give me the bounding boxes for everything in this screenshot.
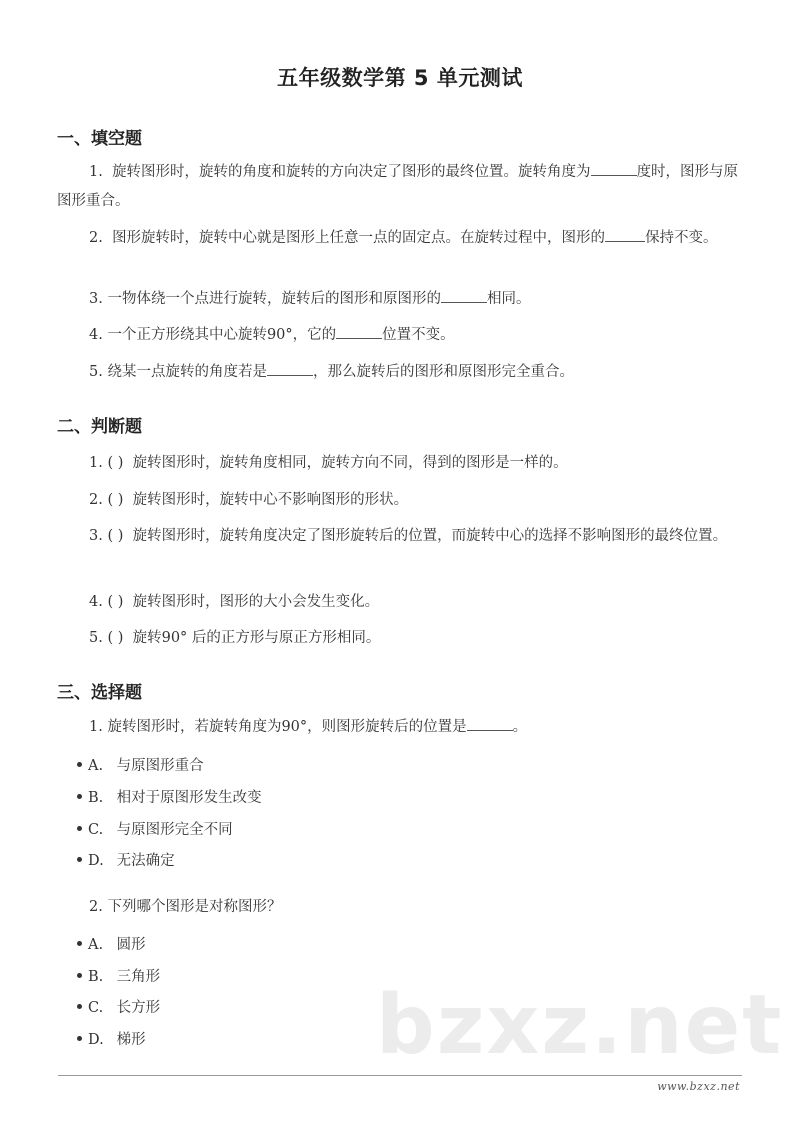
fill-question-1: 1. 旋转图形时，旋转的角度和旋转的方向决定了图形的最终位置。旋转角度为 度时，图形与原图形重合。	[57, 158, 743, 216]
answer-blank[interactable]	[467, 716, 513, 731]
mc-question-1: 1. 旋转图形时，若旋转角度为90°，则图形旋转后的位置是 。	[57, 713, 743, 742]
page-title: 五年级数学第 5 单元测试	[277, 66, 523, 90]
bullet-icon	[77, 941, 82, 946]
answer-blank[interactable]	[267, 361, 313, 376]
fill-question-4: 4. 一个正方形绕其中心旋转90°，它的 位置不变。	[57, 321, 743, 350]
answer-blank[interactable]	[591, 161, 637, 176]
mc2-option-b[interactable]: B. 三角形	[77, 967, 160, 987]
bullet-icon	[77, 762, 82, 767]
fill-question-5: 5. 绕某一点旋转的角度若是 ，那么旋转后的图形和原图形完全重合。	[57, 358, 743, 387]
answer-bracket[interactable]: ( )	[107, 594, 124, 610]
mc1-option-d[interactable]: D. 无法确定	[77, 851, 175, 871]
mc-question-2: 2. 下列哪个图形是对称图形？	[89, 899, 282, 915]
tf-question-1: 1. ( ) 旋转图形时，旋转角度相同，旋转方向不同，得到的图形是一样的。	[89, 455, 568, 471]
tf-question-3: 3. ( ) 旋转图形时，旋转角度决定了图形旋转后的位置，而旋转中心的选择不影响图形的最终位置。	[89, 528, 728, 544]
section-heading-true-false: 二、判断题	[57, 417, 142, 437]
answer-bracket[interactable]: ( )	[107, 630, 124, 646]
answer-bracket[interactable]: ( )	[107, 528, 124, 544]
mc2-option-a[interactable]: A. 圆形	[77, 935, 146, 955]
bullet-icon	[77, 794, 82, 799]
mc2-option-c[interactable]: C. 长方形	[77, 998, 160, 1018]
watermark: bzxz.net	[376, 978, 784, 1073]
bullet-icon	[77, 826, 82, 831]
footer-url: www.bzxz.net	[657, 1080, 740, 1093]
answer-bracket[interactable]: ( )	[107, 492, 124, 508]
mc2-option-d[interactable]: D. 梯形	[77, 1030, 146, 1050]
bullet-icon	[77, 857, 82, 862]
footer-divider	[58, 1075, 742, 1076]
bullet-icon	[77, 1036, 82, 1041]
fill-question-3: 3. 一物体绕一个点进行旋转，旋转后的图形和原图形的 相同。	[57, 285, 743, 314]
bullet-icon	[77, 1004, 82, 1009]
section-heading-fill-blank: 一、填空题	[57, 129, 142, 149]
answer-blank[interactable]	[336, 324, 382, 339]
tf-question-5: 5. ( ) 旋转90° 后的正方形与原正方形相同。	[89, 630, 381, 646]
tf-question-4: 4. ( ) 旋转图形时，图形的大小会发生变化。	[89, 594, 380, 610]
mc1-option-a[interactable]: A. 与原图形重合	[77, 756, 204, 776]
mc1-option-c[interactable]: C. 与原图形完全不同	[77, 820, 233, 840]
bullet-icon	[77, 973, 82, 978]
answer-blank[interactable]	[605, 227, 645, 242]
mc1-option-b[interactable]: B. 相对于原图形发生改变	[77, 788, 262, 808]
answer-blank[interactable]	[441, 288, 487, 303]
answer-bracket[interactable]: ( )	[107, 455, 124, 471]
tf-question-2: 2. ( ) 旋转图形时，旋转中心不影响图形的形状。	[89, 492, 409, 508]
fill-question-2: 2. 图形旋转时，旋转中心就是图形上任意一点的固定点。在旋转过程中，图形的 保持不变。	[57, 224, 743, 253]
section-heading-multiple-choice: 三、选择题	[57, 683, 142, 703]
